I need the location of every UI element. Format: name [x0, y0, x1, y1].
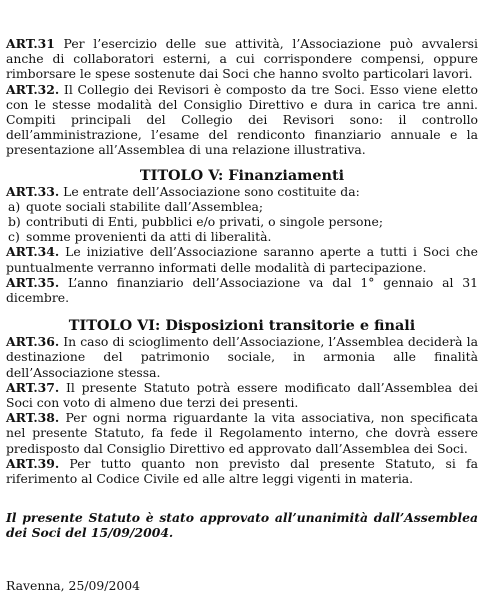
article-text: Per tutto quanto non previsto dal presente Statuto, si fa riferimento al Codice Civile ed alle altre leggi vigenti in materia. — [6, 455, 478, 487]
list-marker: c) — [8, 229, 20, 245]
article-39 — [6, 456, 478, 486]
article-34 — [6, 244, 478, 274]
article-text: Le entrate dell’Associazione sono costituite da: — [59, 183, 360, 199]
article-text: Per ogni norma riguardante la vita associativa, non specificata nel presente Statuto, fa fede il Regolamento interno, che dovrà essere predisposto dal Consiglio Direttivo ed approvato dall’Assemblea dei Soci. — [6, 410, 478, 456]
article-number: ART.34. — [6, 244, 60, 260]
article-35 — [6, 275, 478, 305]
article-number: ART.38. — [6, 410, 60, 426]
list-marker: b) — [8, 214, 21, 230]
article-number: ART.35. — [6, 274, 60, 290]
article-number: ART.39. — [6, 455, 60, 471]
article-text: Per l’esercizio delle sue attività, l’Associazione può avvalersi anche di collaboratori esterni, a cui corrispondere compensi, oppure rimborsare le spese sostenute dai Soci che hanno svolto particolari lavori. — [6, 36, 478, 82]
list-item — [6, 229, 478, 244]
list-item-text: quote sociali stabilite dall’Assemblea; — [26, 198, 264, 214]
list-item — [6, 199, 478, 214]
list-item-text: somme provenienti da atti di liberalità. — [26, 229, 272, 245]
article-text: Il Collegio dei Revisori è composto da tre Soci. Esso viene eletto con le stesse modalità del Consiglio Direttivo e dura in carica tre anni. Compiti principali del Collegio dei Revisori sono: il controllo dell’amministrazione, l’esame del rendiconto finanziario annuale e la presentazione all’Assemblea di una relazione illustrativa. — [6, 81, 478, 158]
article-37 — [6, 380, 478, 410]
article-32 — [6, 82, 478, 158]
article-number: ART.37. — [6, 379, 60, 395]
place-date: Ravenna, 25/09/2004 — [6, 577, 140, 593]
article-31 — [6, 36, 478, 82]
article-36 — [6, 334, 478, 380]
list-marker: a) — [8, 198, 21, 214]
list-item-text: contributi di Enti, pubblici e/o privati, o singole persone; — [26, 214, 384, 230]
article-number: ART.32. — [6, 81, 60, 97]
article-text: L’anno finanziario dell’Associazione va dal 1° gennaio al 31 dicembre. — [6, 274, 478, 306]
article-33 — [6, 184, 478, 199]
article-38 — [6, 410, 478, 456]
article-text: In caso di scioglimento dell’Associazione, l’Assemblea deciderà la destinazione del patrimonio sociale, in armonia alle finalità dell’Associazione stessa. — [6, 334, 478, 380]
approval-statement: Il presente Statuto è stato approvato all’unanimità dall’Assemblea dei Soci del 15/09/2004. — [6, 510, 478, 541]
title-v-heading: TITOLO V: Finanziamenti — [139, 166, 345, 184]
revenue-list — [6, 199, 478, 245]
list-item — [6, 214, 478, 229]
article-text: Le iniziative dell’Associazione saranno aperte a tutti i Soci che puntualmente verranno informati delle modalità di partecipazione. — [6, 244, 478, 275]
article-number: ART.31 — [6, 36, 55, 51]
statute-page — [6, 36, 478, 593]
title-vi-heading: TITOLO VI: Disposizioni transitorie e finali — [68, 317, 416, 335]
article-number: ART.33. — [6, 183, 60, 199]
article-number: ART.36. — [6, 334, 60, 350]
article-text: Il presente Statuto potrà essere modificato dall’Assemblea dei Soci con voto di almeno due terzi dei presenti. — [6, 379, 478, 411]
